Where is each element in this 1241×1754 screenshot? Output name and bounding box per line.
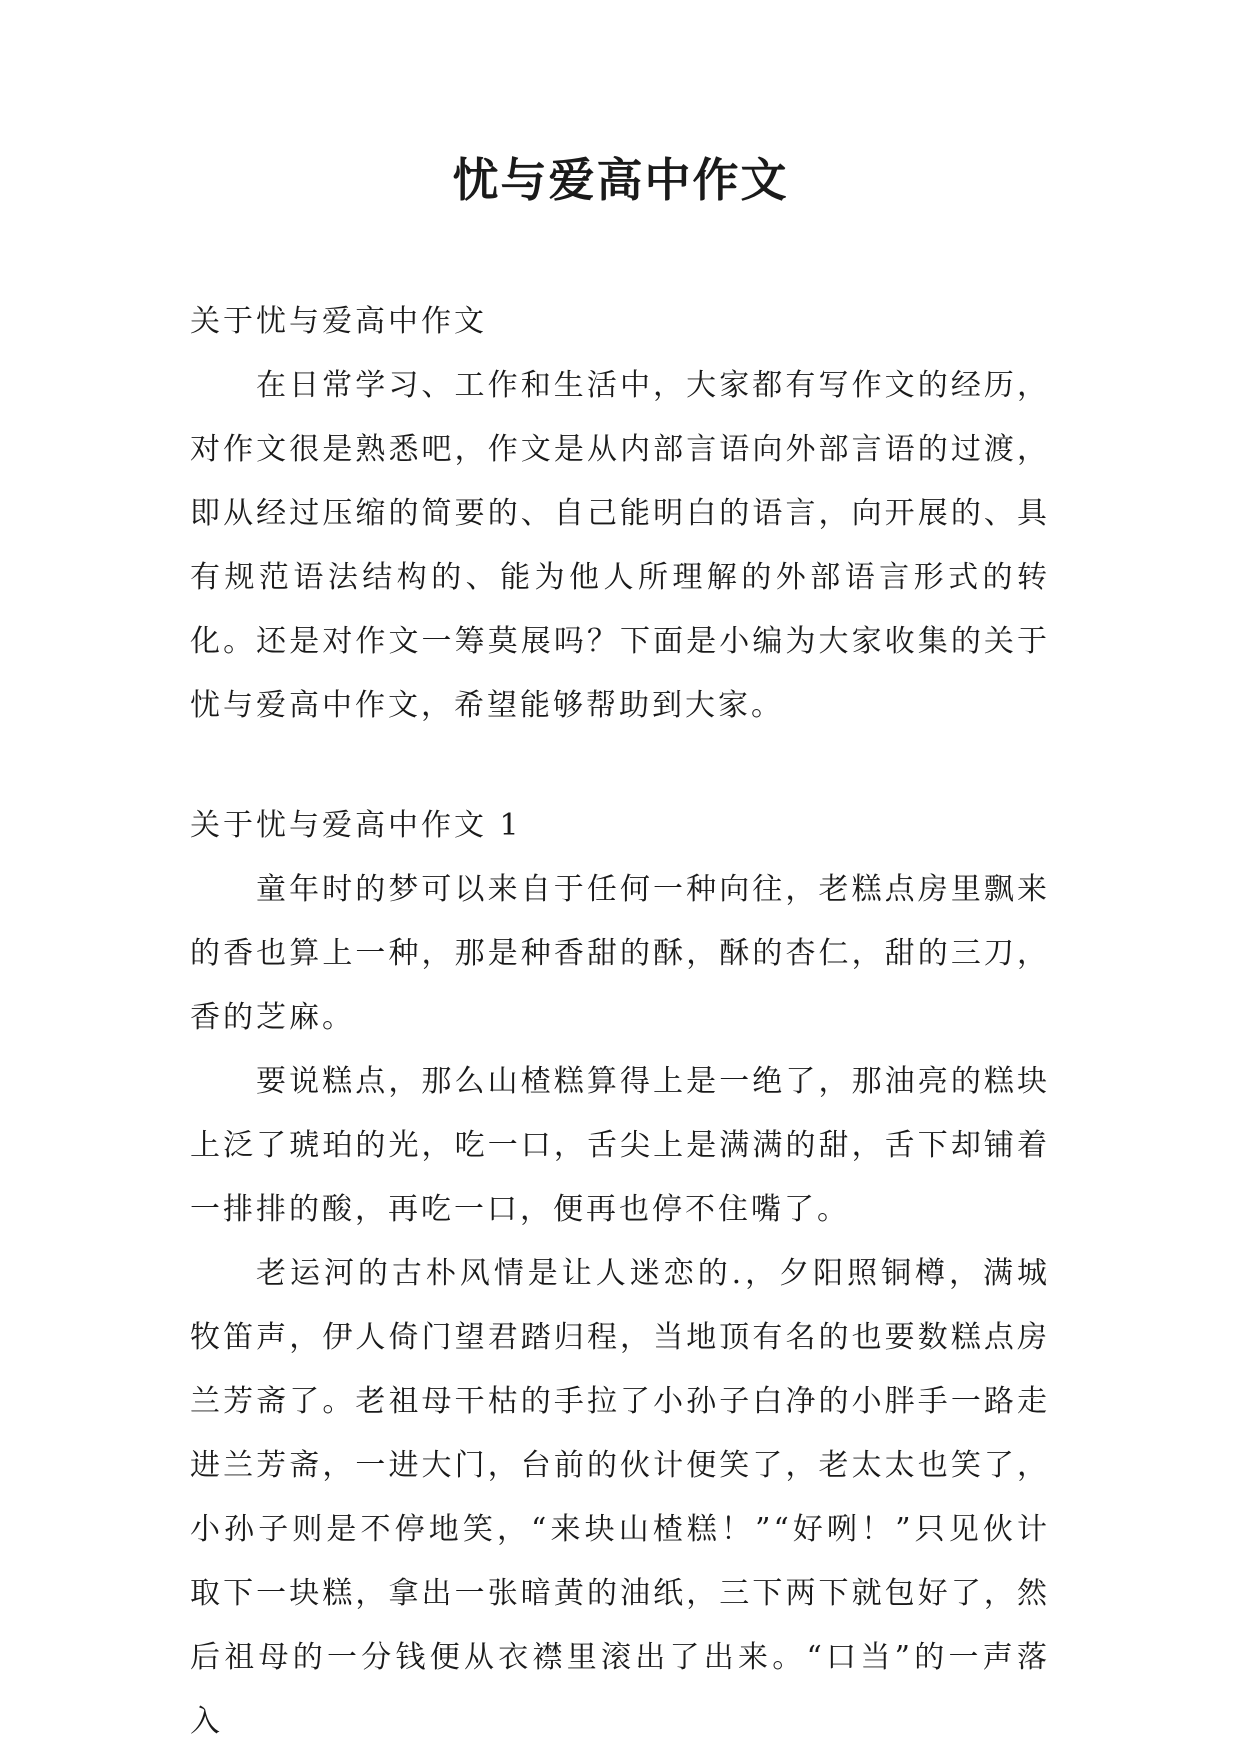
section-1-heading: 关于忧与爱高中作文 1 — [190, 808, 522, 843]
document-title: 忧与爱高中作文 — [452, 153, 789, 207]
intro-paragraph: 在日常学习、工作和生活中，大家都有写作文的经历，对作文很是熟悉吧，作文是从内部言语向外部言语的过渡，即从经过压缩的简要的、自己能明白的语言，向开展的、具有规范语法结构的、能为他人所理解的外部语言形式的转化。还是对作文一筹莫展吗？下面是小编为大家收集的关于忧与爱高中作文，希望能够帮助到大家。 — [190, 368, 1050, 723]
section-spacer — [190, 738, 1050, 794]
section-1-paragraph-2: 要说糕点，那么山楂糕算得上是一绝了，那油亮的糕块上泛了琥珀的光，吃一口，舌尖上是满满的甜，舌下却铺着一排排的酸，再吃一口，便再也停不住嘴了。 — [190, 1064, 1050, 1227]
section-1-paragraph-1: 童年时的梦可以来自于任何一种向往，老糕点房里飘来的香也算上一种，那是种香甜的酥，酥的杏仁，甜的三刀，香的芝麻。 — [190, 872, 1050, 1035]
document-body — [190, 290, 1050, 1754]
intro-heading: 关于忧与爱高中作文 — [190, 304, 487, 339]
section-1-paragraph-3: 老运河的古朴风情是让人迷恋的.，夕阳照铜樽，满城牧笛声，伊人倚门望君踏归程，当地顶有名的也要数糕点房兰芳斋了。老祖母干枯的手拉了小孙子白净的小胖手一路走进兰芳斋，一进大门，台前的伙计便笑了，老太太也笑了，小孙子则是不停地笑，“来块山楂糕！”“好咧！”只见伙计取下一块糕，拿出一张暗黄的油纸，三下两下就包好了，然后祖母的一分钱便从衣襟里滚出了出来。“口当”的一声落入 — [190, 1256, 1050, 1739]
